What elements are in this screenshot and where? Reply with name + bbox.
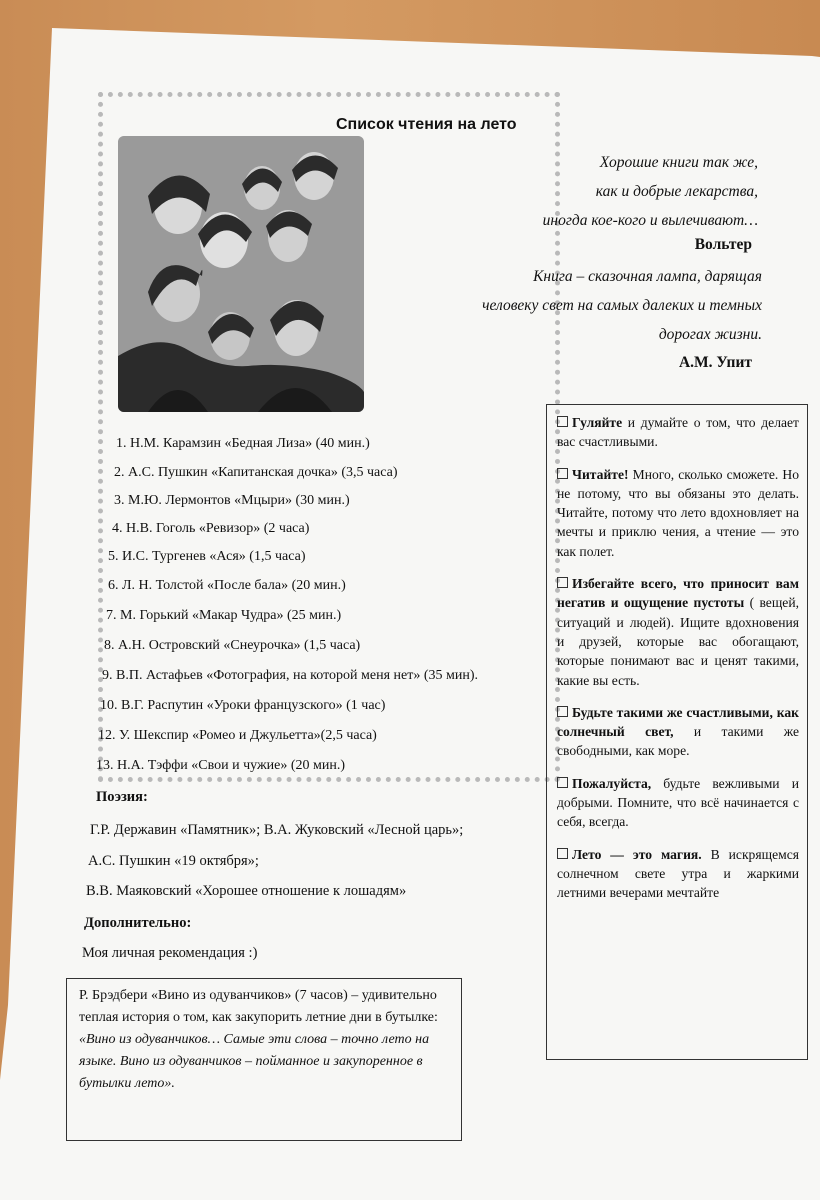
list-item: 8. А.Н. Островский «Снеурочка» (1,5 часа) xyxy=(104,638,361,653)
list-item: 3. М.Ю. Лермонтов «Мцыри» (30 мин.) xyxy=(114,493,350,508)
poetry-item: Г.Р. Державин «Памятник»; В.А. Жуковский «Лесной царь»; xyxy=(90,822,464,838)
tip-item: Будьте такими же счастливыми, как солнечный свет, и такими же свободными, как море. xyxy=(557,704,799,759)
poetry-item: А.С. Пушкин «19 октября»; xyxy=(88,853,259,869)
tip-item: Пожалуйста, будьте вежливыми и добрыми. Помните, что всё начинается с себя, всегда. xyxy=(557,775,799,830)
list-item: 9. В.П. Астафьев «Фотография, на которой меня нет» (35 мин). xyxy=(102,668,479,683)
quote-line: Хорошие книги так же, xyxy=(599,154,758,171)
list-item: 5. И.С. Тургенев «Ася» (1,5 часа) xyxy=(108,549,306,564)
quote-line: Книга – сказочная лампа, дарящая xyxy=(533,268,762,285)
quote-line: человеку свет на самых далеких и темных xyxy=(482,297,762,314)
recommendation-text: Р. Брэдбери «Вино из одуванчиков» (7 часов) – удивительно теплая история о том, как закупорить летние дни в бутылке: xyxy=(79,988,438,1025)
additional-heading: Дополнительно: xyxy=(84,915,192,931)
quote-line: дорогах жизни. xyxy=(658,326,762,343)
checkbox-icon xyxy=(557,706,568,717)
summer-tips-box xyxy=(546,404,808,1060)
tip-item: Читайте! Много, сколько сможете. Но не потому, что вы обязаны это делать. Читайте, потому что лето вдохновляет на мечты и приклю чения, а чтение — это как полет. xyxy=(557,466,799,559)
list-item: 10. В.Г. Распутин «Уроки французского» (1 час) xyxy=(100,698,386,713)
checkbox-icon xyxy=(557,777,568,788)
personal-recommendation: Моя личная рекомендация :) xyxy=(82,945,258,961)
list-item: 2. А.С. Пушкин «Капитанская дочка» (3,5 часа) xyxy=(114,465,398,480)
list-item: 12. У. Шекспир «Ромео и Джульетта»(2,5 часа) xyxy=(98,728,377,743)
tip-item: Избегайте всего, что приносит вам негатив и ощущение пустоты ( вещей, ситуаций и людей). Ищите вдохновения и друзей, которые вас обогащают, которые понимают вас и ценят такими, какие вы есть. xyxy=(557,576,800,688)
list-item: 13. Н.А. Тэффи «Свои и чужие» (20 мин.) xyxy=(96,758,345,773)
writers-portrait-image xyxy=(118,136,364,412)
poetry-heading: Поэзия: xyxy=(96,789,148,805)
quote-line: иногда кое-кого и вылечивают… xyxy=(542,212,758,229)
quote-line: как и добрые лекарства, xyxy=(595,183,758,200)
poetry-item: В.В. Маяковский «Хорошее отношение к лошадям» xyxy=(86,883,407,899)
page-title: Список чтения на лето xyxy=(336,116,517,133)
quote-author-upit: А.М. Упит xyxy=(678,354,752,371)
checkbox-icon xyxy=(557,416,568,427)
checkbox-icon xyxy=(557,468,568,479)
recommendation-box xyxy=(66,978,462,1141)
tip-item: Гуляйте и думайте о том, что делает вас счастливыми. xyxy=(557,415,799,450)
checkbox-icon xyxy=(557,577,568,588)
list-item: 1. Н.М. Карамзин «Бедная Лиза» (40 мин.) xyxy=(116,436,370,451)
recommendation-quote: «Вино из одуванчиков… Самые эти слова – точно лето на языке. Вино из одуванчиков – пойманное и закупоренное в бутылки лето». xyxy=(79,1032,430,1091)
tip-item: Лето — это магия. В искрящемся солнечном свете утра и жаркими летними вечерами мечтайте xyxy=(557,846,799,901)
quote-upit xyxy=(482,262,762,349)
list-item: 4. Н.В. Гоголь «Ревизор» (2 часа) xyxy=(112,521,310,536)
quote-voltaire xyxy=(543,148,758,235)
list-item: 6. Л. Н. Толстой «После бала» (20 мин.) xyxy=(108,578,346,593)
quote-author-voltaire: Вольтер xyxy=(694,236,752,253)
checkbox-icon xyxy=(557,848,568,859)
list-item: 7. М. Горький «Макар Чудра» (25 мин.) xyxy=(106,608,342,623)
